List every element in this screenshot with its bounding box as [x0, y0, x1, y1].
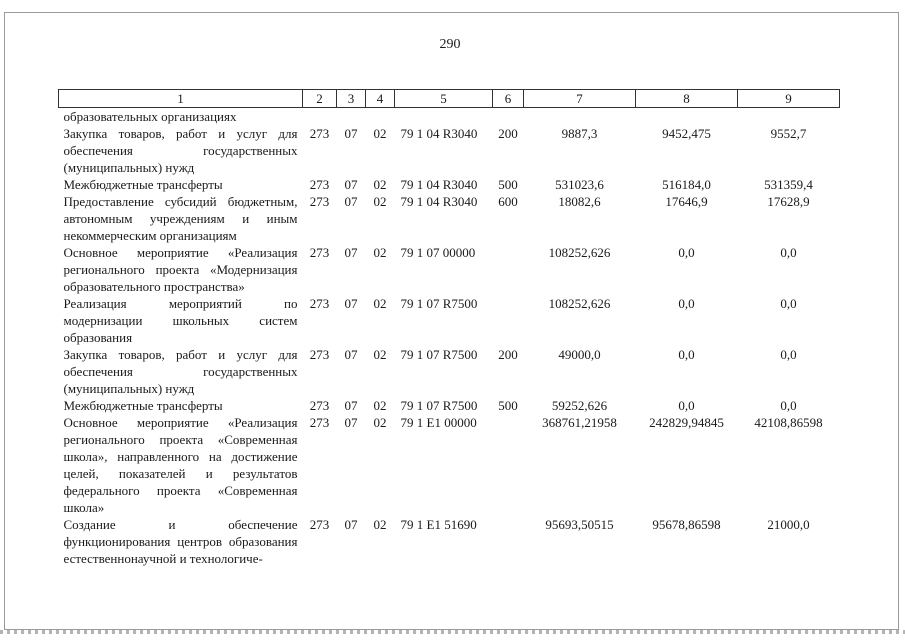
- row-value-9: 42108,86598: [754, 415, 823, 430]
- row-code-4: 02: [373, 296, 387, 311]
- table-row: [59, 346, 840, 397]
- row-code-6: [493, 244, 524, 295]
- row-value-9: 0,0: [780, 245, 797, 260]
- row-name: Основное мероприятие «Реализация регионального проекта «Современная школа», направленного на достижение целей, показателей и результатов федерального проекта «Современная школа»: [63, 415, 298, 515]
- row-value-7: 59252,626: [551, 398, 608, 413]
- column-header: 8: [636, 90, 738, 108]
- row-code-4: 02: [373, 398, 387, 413]
- row-value-9: 531359,4: [764, 177, 813, 192]
- table-row: [59, 176, 840, 193]
- row-value-8: 0,0: [678, 245, 695, 260]
- row-code-6: 200: [498, 126, 518, 141]
- column-header: 5: [395, 90, 493, 108]
- row-name: Реализация мероприятий по модернизации школьных систем образования: [63, 296, 298, 345]
- row-value-7: [524, 108, 636, 126]
- row-value-7: 49000,0: [558, 347, 601, 362]
- table-row: [59, 397, 840, 414]
- row-code-2: 273: [309, 398, 330, 413]
- header-row: [59, 90, 840, 108]
- row-value-8: 242829,94845: [649, 415, 724, 430]
- row-code-3: 07: [344, 177, 358, 192]
- scan-edge: [0, 630, 905, 634]
- row-code-2: 273: [309, 347, 330, 362]
- table-row: [59, 125, 840, 176]
- row-code-4: 02: [373, 194, 387, 209]
- row-name: Создание и обеспечение функционирования центров образования естественнонаучной и технологиче-: [63, 517, 298, 566]
- row-value-8: 516184,0: [662, 177, 711, 192]
- row-code-5: 79 1 07 R7500: [400, 296, 478, 311]
- column-header: 6: [493, 90, 524, 108]
- row-value-7: 108252,626: [548, 296, 611, 311]
- row-code-2: 273: [309, 296, 330, 311]
- column-header: 9: [738, 90, 840, 108]
- row-value-9: 17628,9: [767, 194, 810, 209]
- row-code-3: [337, 108, 366, 126]
- row-value-8: 0,0: [678, 347, 695, 362]
- row-code-6: 500: [498, 398, 518, 413]
- row-value-7: 108252,626: [548, 245, 611, 260]
- row-name: Закупка товаров, работ и услуг для обеспечения государственных (муниципальных) нужд: [63, 347, 298, 396]
- row-code-3: 07: [344, 415, 358, 430]
- row-code-2: 273: [309, 517, 330, 532]
- column-header: 4: [366, 90, 395, 108]
- row-value-9: 0,0: [780, 296, 797, 311]
- row-code-6: [493, 516, 524, 567]
- table-row: [59, 414, 840, 516]
- row-code-3: 07: [344, 194, 358, 209]
- table-row: [59, 516, 840, 567]
- column-header: 1: [59, 90, 303, 108]
- row-code-5: 79 1 04 R3040: [400, 177, 478, 192]
- row-code-3: 07: [344, 245, 358, 260]
- row-value-9: 0,0: [780, 347, 797, 362]
- table-row: [59, 108, 840, 126]
- row-code-2: 273: [309, 245, 330, 260]
- table-row: [59, 295, 840, 346]
- row-code-4: 02: [373, 177, 387, 192]
- row-value-8: 0,0: [678, 296, 695, 311]
- row-value-9: [738, 108, 840, 126]
- row-name: образовательных организациях: [63, 109, 237, 124]
- row-value-9: 21000,0: [767, 517, 810, 532]
- row-code-6: [493, 108, 524, 126]
- row-code-2: 273: [309, 126, 330, 141]
- row-code-6: [493, 414, 524, 516]
- budget-table: [58, 89, 840, 567]
- row-value-8: 95678,86598: [652, 517, 721, 532]
- row-code-5: 79 1 04 R3040: [400, 194, 478, 209]
- row-name: Предоставление субсидий бюджетным, автономным учреждениям и иным некоммерческим организациям: [63, 194, 298, 243]
- row-code-4: 02: [373, 415, 387, 430]
- row-code-2: 273: [309, 177, 330, 192]
- row-code-4: [366, 108, 395, 126]
- row-code-4: 02: [373, 347, 387, 362]
- row-code-4: 02: [373, 245, 387, 260]
- row-code-2: 273: [309, 194, 330, 209]
- row-name: Основное мероприятие «Реализация регионального проекта «Модернизация образовательного пространства»: [63, 245, 298, 294]
- row-code-3: 07: [344, 347, 358, 362]
- row-code-5: 79 1 07 R7500: [400, 398, 478, 413]
- row-code-3: 07: [344, 296, 358, 311]
- column-header: 7: [524, 90, 636, 108]
- row-code-3: 07: [344, 126, 358, 141]
- row-value-7: 18082,6: [558, 194, 601, 209]
- row-code-6: [493, 295, 524, 346]
- row-value-7: 368761,21958: [542, 415, 617, 430]
- row-value-8: [636, 108, 738, 126]
- row-value-8: 9452,475: [662, 126, 711, 141]
- row-name: Межбюджетные трансферты: [63, 177, 223, 192]
- row-code-3: 07: [344, 398, 358, 413]
- row-code-3: 07: [344, 517, 358, 532]
- row-code-4: 02: [373, 517, 387, 532]
- column-header: 3: [337, 90, 366, 108]
- row-code-5: [395, 108, 493, 126]
- row-value-7: 531023,6: [555, 177, 604, 192]
- row-code-6: 600: [498, 194, 518, 209]
- table-row: [59, 193, 840, 244]
- row-name: Закупка товаров, работ и услуг для обеспечения государственных (муниципальных) нужд: [63, 126, 298, 175]
- row-value-8: 0,0: [678, 398, 695, 413]
- row-code-6: 200: [498, 347, 518, 362]
- row-value-7: 95693,50515: [545, 517, 614, 532]
- row-code-5: 79 1 04 R3040: [400, 126, 478, 141]
- row-value-7: 9887,3: [561, 126, 598, 141]
- table-row: [59, 244, 840, 295]
- row-code-5: 79 1 07 R7500: [400, 347, 478, 362]
- row-code-6: 500: [498, 177, 518, 192]
- row-value-9: 0,0: [780, 398, 797, 413]
- row-code-2: [303, 108, 337, 126]
- row-code-2: 273: [309, 415, 330, 430]
- column-header: 2: [303, 90, 337, 108]
- page-number: 290: [439, 37, 461, 52]
- row-code-5: 79 1 E1 51690: [400, 517, 477, 532]
- row-code-5: 79 1 E1 00000: [400, 415, 477, 430]
- row-code-4: 02: [373, 126, 387, 141]
- row-code-5: 79 1 07 00000: [400, 245, 476, 260]
- row-name: Межбюджетные трансферты: [63, 398, 223, 413]
- row-value-9: 9552,7: [770, 126, 807, 141]
- row-value-8: 17646,9: [665, 194, 708, 209]
